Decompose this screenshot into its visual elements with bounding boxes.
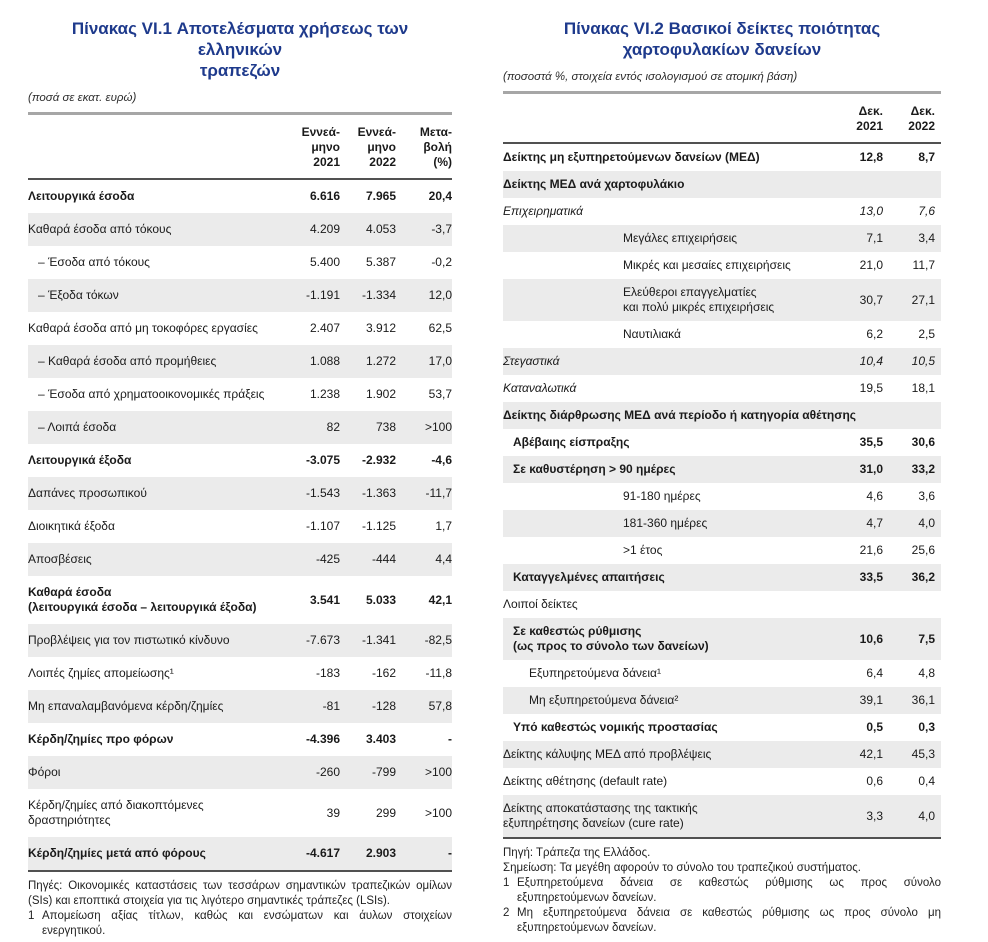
row-value: 45,3 — [911, 747, 935, 761]
row-label: Αποσβέσεις — [28, 552, 92, 566]
row-value: 11,7 — [912, 258, 935, 272]
row-label: – Έσοδα από τόκους — [38, 255, 150, 269]
table-row — [503, 252, 941, 279]
row-label: Λοιπές ζημίες απομείωσης¹ — [28, 666, 174, 680]
row-value: -7.673 — [305, 633, 340, 647]
row-label: Λοιποί δείκτες — [503, 597, 578, 611]
row-value: 3,6 — [918, 489, 935, 503]
row-label: Φόροι — [28, 765, 61, 779]
row-label: Δαπάνες προσωπικού — [28, 486, 147, 500]
table2-title-line1: Πίνακας VI.2 Βασικοί δείκτες ποιότητας — [563, 19, 881, 38]
row-label: Δείκτης διάρθρωσης ΜΕΔ ανά περίοδο ή κατηγορία αθέτησης — [503, 408, 857, 422]
column-header: Εννεά- μηνο 2022 — [357, 125, 396, 169]
footnote-text: Εξυπηρετούμενα δάνεια σε καθεστώς ρύθμισης ως προς σύνολο εξυπηρετούμενων δανείων. — [517, 877, 941, 904]
row-value: 12,0 — [428, 288, 452, 302]
row-value: -11,7 — [425, 486, 452, 500]
footnote-text: Μη εξυπηρετούμενα δάνεια σε καθεστώς ρύθμισης ως προς σύνολο μη εξυπηρετούμενων δανείων. — [517, 907, 941, 934]
table1-title-line2: τραπεζών — [199, 61, 281, 80]
row-label: Ναυτιλιακά — [623, 327, 681, 341]
row-value: 3,4 — [918, 231, 935, 245]
row-value: 6,4 — [866, 666, 883, 680]
row-value: 0,3 — [918, 720, 935, 734]
row-label: Καταγγελμένες απαιτήσεις — [513, 570, 665, 584]
table-row — [503, 795, 941, 837]
row-label: Μη εξυπηρετούμενα δάνεια² — [529, 693, 679, 707]
row-value: -11,8 — [425, 666, 452, 680]
table1-body — [28, 180, 452, 870]
table-row — [28, 180, 452, 213]
row-value: -1.191 — [305, 288, 340, 302]
row-label: Δείκτης μη εξυπηρετούμενων δανείων (ΜΕΔ) — [503, 150, 760, 164]
row-value: -4.617 — [305, 846, 340, 860]
table-row — [28, 279, 452, 312]
row-value: 30,7 — [859, 292, 883, 307]
row-value: 57,8 — [428, 699, 452, 713]
row-label: Μικρές και μεσαίες επιχειρήσεις — [623, 258, 791, 272]
table-row — [28, 837, 452, 870]
row-value: 42,1 — [428, 592, 452, 607]
row-value: 18,1 — [911, 381, 935, 395]
table1-subtitle: (ποσά σε εκατ. ευρώ) — [28, 92, 137, 104]
table1-footnotes — [28, 879, 452, 939]
row-value: 5.387 — [365, 255, 396, 269]
row-label: Ελεύθεροι επαγγελματίες και πολύ μικρές επιχειρήσεις — [623, 285, 775, 314]
row-value: 10,4 — [859, 354, 883, 368]
table-row — [503, 348, 941, 375]
table-row — [503, 660, 941, 687]
table-row — [503, 171, 941, 198]
row-label: Καταναλωτικά — [503, 381, 577, 395]
row-value: 5.033 — [365, 592, 396, 607]
row-value: 4,0 — [918, 808, 935, 823]
row-label: Σε καθεστώς ρύθμισης (ως προς το σύνολο των δανείων) — [513, 624, 709, 653]
row-value: 4,8 — [918, 666, 935, 680]
row-value: >100 — [424, 805, 452, 820]
table1-section — [28, 12, 452, 939]
table-row — [503, 198, 941, 225]
row-value: 35,5 — [859, 435, 883, 449]
row-value: 1.902 — [365, 387, 396, 401]
row-value: -162 — [371, 666, 396, 680]
footnote-text: Σημείωση: Τα μεγέθη αφορούν το σύνολο του τραπεζικού συστήματος. — [503, 862, 861, 874]
row-label: Μη επαναλαμβανόμενα κέρδη/ζημίες — [28, 699, 224, 713]
row-value: -799 — [371, 765, 396, 779]
row-value: -2.932 — [361, 453, 396, 467]
row-label: Λειτουργικά έξοδα — [28, 453, 132, 467]
table2-section — [503, 12, 941, 936]
table-row — [28, 411, 452, 444]
table-row — [503, 564, 941, 591]
row-value: 1.088 — [309, 354, 340, 368]
table-row — [28, 213, 452, 246]
row-value: 33,5 — [859, 570, 883, 584]
row-value: 36,1 — [911, 693, 935, 707]
row-value: 39,1 — [859, 693, 883, 707]
column-header: Μετα- βολή (%) — [419, 125, 452, 169]
row-label: – Έσοδα από χρηματοοικονομικές πράξεις — [38, 387, 265, 401]
row-label: Αβέβαιης είσπραξης — [513, 435, 630, 449]
row-value: - — [448, 732, 452, 746]
table-row — [28, 444, 452, 477]
row-value: 3,3 — [866, 808, 883, 823]
row-value: 2,5 — [918, 327, 935, 341]
table-row — [503, 768, 941, 795]
row-value: 4,0 — [918, 516, 935, 530]
row-label: Επιχειρηματικά — [503, 204, 584, 218]
row-label: 91-180 ημέρες — [623, 489, 701, 503]
row-value: 10,5 — [911, 354, 935, 368]
row-value: -1.125 — [361, 519, 396, 533]
row-value: 4.053 — [365, 222, 396, 236]
row-label: Διοικητικά έξοδα — [28, 519, 115, 533]
table-row — [28, 246, 452, 279]
row-value: 39 — [326, 805, 340, 820]
row-value: 1.272 — [365, 354, 396, 368]
table-row — [28, 723, 452, 756]
row-value: -128 — [371, 699, 396, 713]
row-value: 0,6 — [866, 774, 883, 788]
table2 — [503, 91, 941, 839]
table2-footnotes — [503, 846, 941, 936]
row-label: Λειτουργικά έσοδα — [28, 189, 135, 203]
row-value: 738 — [375, 420, 396, 434]
row-value: 6,2 — [866, 327, 883, 341]
row-value: 25,6 — [911, 543, 935, 557]
column-header: Δεκ. 2021 — [856, 104, 883, 133]
row-label: Δείκτης κάλυψης ΜΕΔ από προβλέψεις — [503, 747, 712, 761]
footnote-number: 1 — [503, 877, 510, 889]
table-row — [503, 687, 941, 714]
row-label: Καθαρά έσοδα από μη τοκοφόρες εργασίες — [28, 321, 258, 335]
table2-body — [503, 144, 941, 837]
column-header: Δεκ. 2022 — [908, 104, 935, 133]
footnote — [28, 879, 452, 909]
table-row — [28, 510, 452, 543]
table-row — [503, 510, 941, 537]
row-label: 181-360 ημέρες — [623, 516, 708, 530]
row-value: 4,7 — [866, 516, 883, 530]
row-label: – Λοιπά έσοδα — [38, 420, 117, 434]
row-value: 62,5 — [428, 321, 452, 335]
row-label: Δείκτης αθέτησης (default rate) — [503, 774, 668, 788]
row-value: -1.543 — [305, 486, 340, 500]
table-row — [28, 378, 452, 411]
row-label: Προβλέψεις για τον πιστωτικό κίνδυνο — [28, 633, 230, 647]
table-row — [28, 576, 452, 624]
row-label: >1 έτος — [623, 543, 663, 557]
row-label: Στεγαστικά — [503, 354, 560, 368]
row-value: -444 — [371, 552, 396, 566]
row-value: 4,6 — [866, 489, 883, 503]
row-value: 3.403 — [365, 732, 396, 746]
row-value: 7,6 — [918, 204, 935, 218]
row-value: -0,2 — [431, 255, 452, 269]
table1 — [28, 112, 452, 872]
table-row — [28, 624, 452, 657]
table-row — [503, 321, 941, 348]
row-label: Καθαρά έσοδα από τόκους — [28, 222, 172, 236]
table-row — [28, 345, 452, 378]
table-row — [28, 312, 452, 345]
row-value: 5.400 — [309, 255, 340, 269]
row-value: 0,4 — [918, 774, 935, 788]
row-label: Δείκτης αποκατάστασης της τακτικής εξυπηρέτησης δανείων (cure rate) — [503, 801, 698, 830]
row-label: Μεγάλες επιχειρήσεις — [623, 231, 738, 245]
row-value: 21,6 — [859, 543, 883, 557]
row-label: Σε καθυστέρηση > 90 ημέρες — [513, 462, 676, 476]
table-row — [503, 618, 941, 660]
row-label: Υπό καθεστώς νομικής προστασίας — [513, 720, 718, 734]
row-value: 42,1 — [859, 747, 883, 761]
row-value: -260 — [315, 765, 340, 779]
row-label: – Καθαρά έσοδα από προμήθειες — [38, 354, 217, 368]
row-value: 20,4 — [428, 189, 452, 203]
row-value: -1.334 — [361, 288, 396, 302]
row-value: -183 — [315, 666, 340, 680]
row-label: Κέρδη/ζημίες μετά από φόρους — [28, 846, 206, 860]
table-row — [503, 591, 941, 618]
row-value: 3.912 — [365, 321, 396, 335]
row-value: >100 — [424, 420, 452, 434]
table-row — [503, 402, 941, 429]
row-value: - — [448, 846, 452, 860]
row-value: 4,4 — [435, 552, 452, 566]
column-header: Εννεά- μηνο 2021 — [301, 125, 340, 169]
row-value: -4,6 — [431, 453, 452, 467]
table-row — [503, 144, 941, 171]
row-value: >100 — [424, 765, 452, 779]
row-value: -1.341 — [361, 633, 396, 647]
table-row — [503, 375, 941, 402]
row-value: 33,2 — [911, 462, 935, 476]
table-row — [503, 741, 941, 768]
table-row — [503, 429, 941, 456]
table2-title-line2: χαρτοφυλακίων δανείων — [622, 40, 822, 59]
footnote — [503, 861, 941, 876]
row-value: -81 — [322, 699, 340, 713]
footnote — [503, 846, 941, 861]
row-value: 31,0 — [859, 462, 883, 476]
row-value: -82,5 — [424, 633, 452, 647]
table-row — [503, 225, 941, 252]
footnote — [503, 906, 941, 936]
row-value: 7,5 — [918, 631, 935, 646]
row-value: 8,7 — [918, 150, 935, 164]
row-value: 27,1 — [911, 292, 935, 307]
row-value: 7.965 — [365, 189, 396, 203]
row-label: Δείκτης ΜΕΔ ανά χαρτοφυλάκιο — [503, 177, 685, 191]
row-value: 1,7 — [435, 519, 452, 533]
row-value: -425 — [315, 552, 340, 566]
row-value: 4.209 — [309, 222, 340, 236]
row-value: 53,7 — [428, 387, 452, 401]
row-value: -3.075 — [305, 453, 340, 467]
row-value: 19,5 — [859, 381, 883, 395]
row-value: 7,1 — [866, 231, 883, 245]
table2-subtitle: (ποσοστά %, στοιχεία εντός ισολογισμού σε ατομική βάση) — [503, 71, 798, 83]
row-value: 10,6 — [859, 631, 883, 646]
row-value: 30,6 — [911, 435, 935, 449]
footnote-text: Πηγές: Οικονομικές καταστάσεις των τεσσάρων σημαντικών τραπεζικών ομίλων (SIs) και εποπτικά στοιχεία για τις λιγότερο σημαντικές τράπεζες (LSIs). — [28, 880, 452, 907]
row-label: Κέρδη/ζημίες από διακοπτόμενες δραστηριότητες — [28, 798, 204, 827]
table-row — [28, 543, 452, 576]
table-row — [28, 789, 452, 837]
table1-title — [28, 18, 452, 81]
table-row — [503, 483, 941, 510]
row-value: 36,2 — [911, 570, 935, 584]
row-value: 17,0 — [428, 354, 452, 368]
row-value: -3,7 — [431, 222, 452, 236]
footnote — [503, 876, 941, 906]
table2-header-row — [503, 94, 941, 144]
table-row — [503, 537, 941, 564]
footnote-text: Πηγή: Τράπεζα της Ελλάδος. — [503, 847, 651, 859]
row-label: Εξυπηρετούμενα δάνεια¹ — [529, 666, 661, 680]
table-row — [28, 657, 452, 690]
row-value: 1.238 — [309, 387, 340, 401]
row-value: 12,8 — [859, 150, 883, 164]
row-value: 2.407 — [309, 321, 340, 335]
row-label: Καθαρά έσοδα (λειτουργικά έσοδα – λειτουργικά έξοδα) — [28, 585, 257, 614]
row-value: 82 — [326, 420, 340, 434]
table-row — [503, 279, 941, 321]
row-value: 299 — [375, 805, 396, 820]
row-value: -4.396 — [305, 732, 340, 746]
row-value: 2.903 — [365, 846, 396, 860]
table-row — [28, 756, 452, 789]
table-row — [503, 456, 941, 483]
row-value: -1.107 — [305, 519, 340, 533]
footnote-text: Απομείωση αξίας τίτλων, καθώς και ενσώματων και άυλων στοιχείων ενεργητικού. — [42, 910, 452, 937]
table2-title — [503, 18, 941, 60]
table-row — [28, 477, 452, 510]
table1-header-row — [28, 115, 452, 180]
row-value: 3.541 — [309, 592, 340, 607]
table-row — [503, 714, 941, 741]
row-label: Κέρδη/ζημίες προ φόρων — [28, 732, 174, 746]
row-value: 6.616 — [309, 189, 340, 203]
footnote — [28, 909, 452, 939]
row-value: 21,0 — [859, 258, 883, 272]
footnote-number: 2 — [503, 907, 510, 919]
table1-title-line1: Πίνακας VI.1 Αποτελέσματα χρήσεως των ελληνικών — [71, 19, 409, 59]
row-label: – Έξοδα τόκων — [38, 288, 119, 302]
footnote-number: 1 — [28, 910, 35, 922]
row-value: 0,5 — [866, 720, 883, 734]
table-row — [28, 690, 452, 723]
row-value: 13,0 — [859, 204, 883, 218]
row-value: -1.363 — [361, 486, 396, 500]
